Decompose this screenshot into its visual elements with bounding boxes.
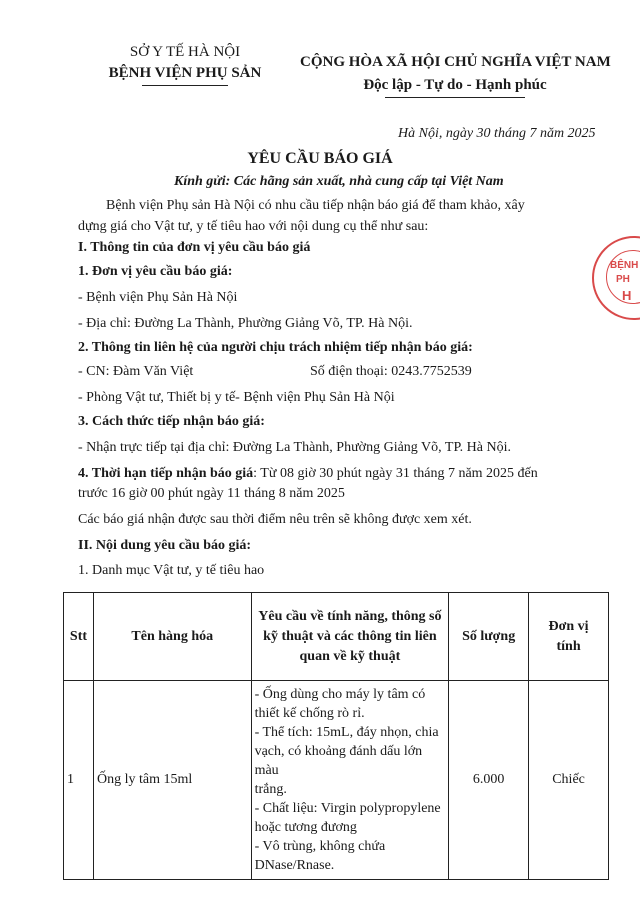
- spec-line: vạch, có khoảng đánh dấu lớn màu: [254, 744, 423, 778]
- row-item-name: Ống ly tâm 15ml: [93, 681, 251, 880]
- intro-line-1: Bệnh viện Phụ sản Hà Nội có nhu cầu tiếp nhận báo giá để tham khảo, xây: [106, 198, 525, 213]
- addressee: Kính gửi: Các hãng sản xuất, nhà cung cấp tại Việt Nam: [174, 174, 504, 189]
- stamp-text-top: BỆNH: [610, 260, 639, 271]
- spec-line: thiết kế chống rò rỉ.: [254, 706, 365, 721]
- spec-line: DNase/Rnase.: [254, 858, 335, 873]
- header-unit-line-1: Đơn vị: [548, 618, 589, 634]
- item-list-title: 1. Danh mục Vật tư, y tế tiêu hao: [78, 563, 265, 578]
- table-row: [64, 681, 609, 880]
- header-spec-line-3: quan về kỹ thuật: [299, 648, 401, 664]
- contact-department: - Phòng Vật tư, Thiết bị y tế- Bệnh viện Phụ Sản Hà Nội: [78, 390, 395, 405]
- header-spec-line-1: Yêu cầu về tính năng, thông số: [258, 608, 442, 624]
- spec-line: - Ống dùng cho máy ly tâm có: [254, 687, 426, 702]
- row-stt: 1: [64, 681, 94, 880]
- section-1-4-heading: 4. Thời hạn tiếp nhận báo giá: [78, 466, 254, 481]
- spec-line: - Vô trùng, không chứa: [254, 839, 386, 854]
- section-1-1-heading: 1. Đơn vị yêu cầu báo giá:: [78, 264, 233, 279]
- hospital-name: BỆNH VIỆN PHỤ SẢN: [108, 65, 262, 81]
- header-quantity: Số lượng: [449, 593, 529, 681]
- header-stt: Stt: [64, 593, 94, 681]
- unit-address: - Địa chỉ: Đường La Thành, Phường Giảng Võ, TP. Hà Nội.: [78, 316, 413, 331]
- spec-line: - Thể tích: 15mL, đáy nhọn, chia: [254, 725, 439, 740]
- section-1-heading: I. Thông tin của đơn vị yêu cầu báo giá: [78, 240, 311, 255]
- spec-line: - Chất liệu: Virgin polypropylene: [254, 801, 441, 816]
- section-1-2-heading: 2. Thông tin liên hệ của người chịu trách nhiệm tiếp nhận báo giá:: [78, 340, 473, 355]
- date-line: Hà Nội, ngày 30 tháng 7 năm 2025: [398, 126, 596, 141]
- country-name: CỘNG HÒA XÃ HỘI CHỦ NGHĨA VIỆT NAM: [300, 54, 611, 70]
- deadline-line-2: trước 16 giờ 00 phút ngày 11 tháng 8 năm 2025: [78, 486, 345, 501]
- motto: Độc lập - Tự do - Hạnh phúc: [363, 77, 547, 93]
- receive-method: - Nhận trực tiếp tại địa chỉ: Đường La Thành, Phường Giảng Võ, TP. Hà Nội.: [78, 440, 512, 455]
- header-item-name: Tên hàng hóa: [93, 593, 251, 681]
- deadline-line-1: [78, 466, 538, 482]
- stamp-text-mid: PH: [616, 274, 630, 285]
- motto-underline: [385, 97, 525, 98]
- row-quantity: 6.000: [449, 681, 529, 880]
- contact-phone: Số điện thoại: 0243.7752539: [310, 364, 472, 379]
- spec-line: trắng.: [254, 782, 287, 797]
- stamp-text-bottom: H: [622, 288, 632, 303]
- issuing-organization: [60, 44, 310, 86]
- official-stamp: [592, 236, 640, 320]
- table-header-row: [64, 593, 609, 681]
- national-motto: [300, 54, 610, 98]
- intro-line-2: dựng giá cho Vật tư, y tế tiêu hao với nội dung cụ thể như sau:: [78, 219, 429, 234]
- header-underline: [142, 85, 228, 86]
- header-spec-line-2: kỹ thuật và các thông tin liên: [263, 628, 437, 644]
- department-name: SỞ Y TẾ HÀ NỘI: [129, 44, 241, 60]
- contact-name: - CN: Đàm Văn Việt: [78, 364, 194, 379]
- header-unit-line-2: tính: [556, 638, 581, 654]
- section-1-3-heading: 3. Cách thức tiếp nhận báo giá:: [78, 414, 265, 429]
- items-table: [63, 592, 609, 880]
- section-2-heading: II. Nội dung yêu cầu báo giá:: [78, 538, 252, 553]
- row-unit: Chiếc: [529, 681, 609, 880]
- header-spec: [251, 593, 449, 681]
- deadline-text: : Từ 08 giờ 30 phút ngày 31 tháng 7 năm 2025 đến: [253, 466, 538, 481]
- late-submission-note: Các báo giá nhận được sau thời điểm nêu trên sẽ không được xem xét.: [78, 512, 472, 527]
- header-unit: [529, 593, 609, 681]
- document-title: YÊU CẦU BÁO GIÁ: [247, 150, 393, 167]
- spec-line: hoặc tương đương: [254, 820, 357, 835]
- row-spec: [251, 681, 449, 880]
- unit-name: - Bệnh viện Phụ Sản Hà Nội: [78, 290, 238, 305]
